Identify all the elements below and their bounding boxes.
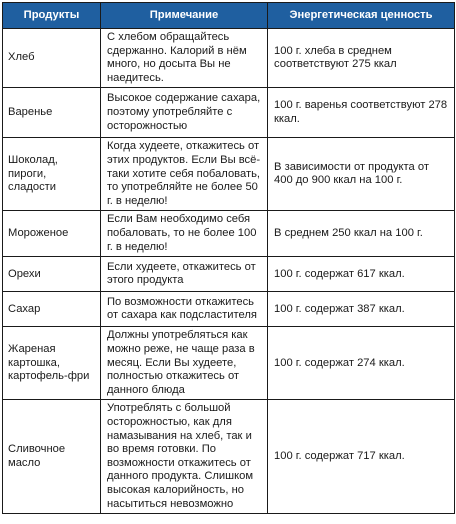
product-cell: Мороженое (3, 211, 101, 257)
energy-cell: 100 г. варенья соответствуют 278 ккал. (268, 88, 455, 138)
header-note: Примечание (101, 3, 268, 29)
header-energy: Энергетическая ценность (268, 3, 455, 29)
table-row (3, 88, 455, 138)
table-row (3, 327, 455, 400)
energy-cell: 100 г. содержат 387 ккал. (268, 292, 455, 327)
table-header-row (3, 3, 455, 29)
table-row (3, 400, 455, 514)
product-cell: Жареная картошка, картофель-фри (3, 327, 101, 400)
note-cell: Высокое содержание сахара, поэтому употребляйте с осторожностью (101, 88, 268, 138)
product-cell: Хлеб (3, 29, 101, 88)
note-cell: Должны употребляться как можно реже, не чаще раза в месяц. Если Вы худеете, полностью откажитесь от данного блюда (101, 327, 268, 400)
table-row (3, 257, 455, 292)
table-row (3, 211, 455, 257)
energy-cell: В зависимости от продукта от 400 до 900 ккал на 100 г. (268, 138, 455, 211)
energy-cell: 100 г. хлеба в среднем соответствуют 275 ккал (268, 29, 455, 88)
product-cell: Варенье (3, 88, 101, 138)
note-cell: Если Вам необходимо себя побаловать, то не более 100 г. в неделю! (101, 211, 268, 257)
energy-cell: В среднем 250 ккал на 100 г. (268, 211, 455, 257)
table-row (3, 29, 455, 88)
header-products: Продукты (3, 3, 101, 29)
product-cell: Шоколад, пироги, сладости (3, 138, 101, 211)
table-row (3, 138, 455, 211)
note-cell: По возможности откажитесь от сахара как подсластителя (101, 292, 268, 327)
note-cell: Когда худеете, откажитесь от этих продуктов. Если Вы всё-таки хотите себя побаловать, то употребляйте не более 50 г. в неделю! (101, 138, 268, 211)
product-cell: Сливочное масло (3, 400, 101, 514)
note-cell: Если худеете, откажитесь от этого продукта (101, 257, 268, 292)
table-row (3, 292, 455, 327)
calorie-table (2, 2, 455, 514)
note-cell: С хлебом обращайтесь сдержанно. Калорий в нём много, но досыта Вы не наедитесь. (101, 29, 268, 88)
energy-cell: 100 г. содержат 717 ккал. (268, 400, 455, 514)
product-cell: Сахар (3, 292, 101, 327)
note-cell: Употреблять с большой осторожностью, как для намазывания на хлеб, так и во время готовки. По возможности откажитесь от данного продукта. Слишком высокая калорийность, но насытиться невозможно (101, 400, 268, 514)
energy-cell: 100 г. содержат 274 ккал. (268, 327, 455, 400)
energy-cell: 100 г. содержат 617 ккал. (268, 257, 455, 292)
product-cell: Орехи (3, 257, 101, 292)
